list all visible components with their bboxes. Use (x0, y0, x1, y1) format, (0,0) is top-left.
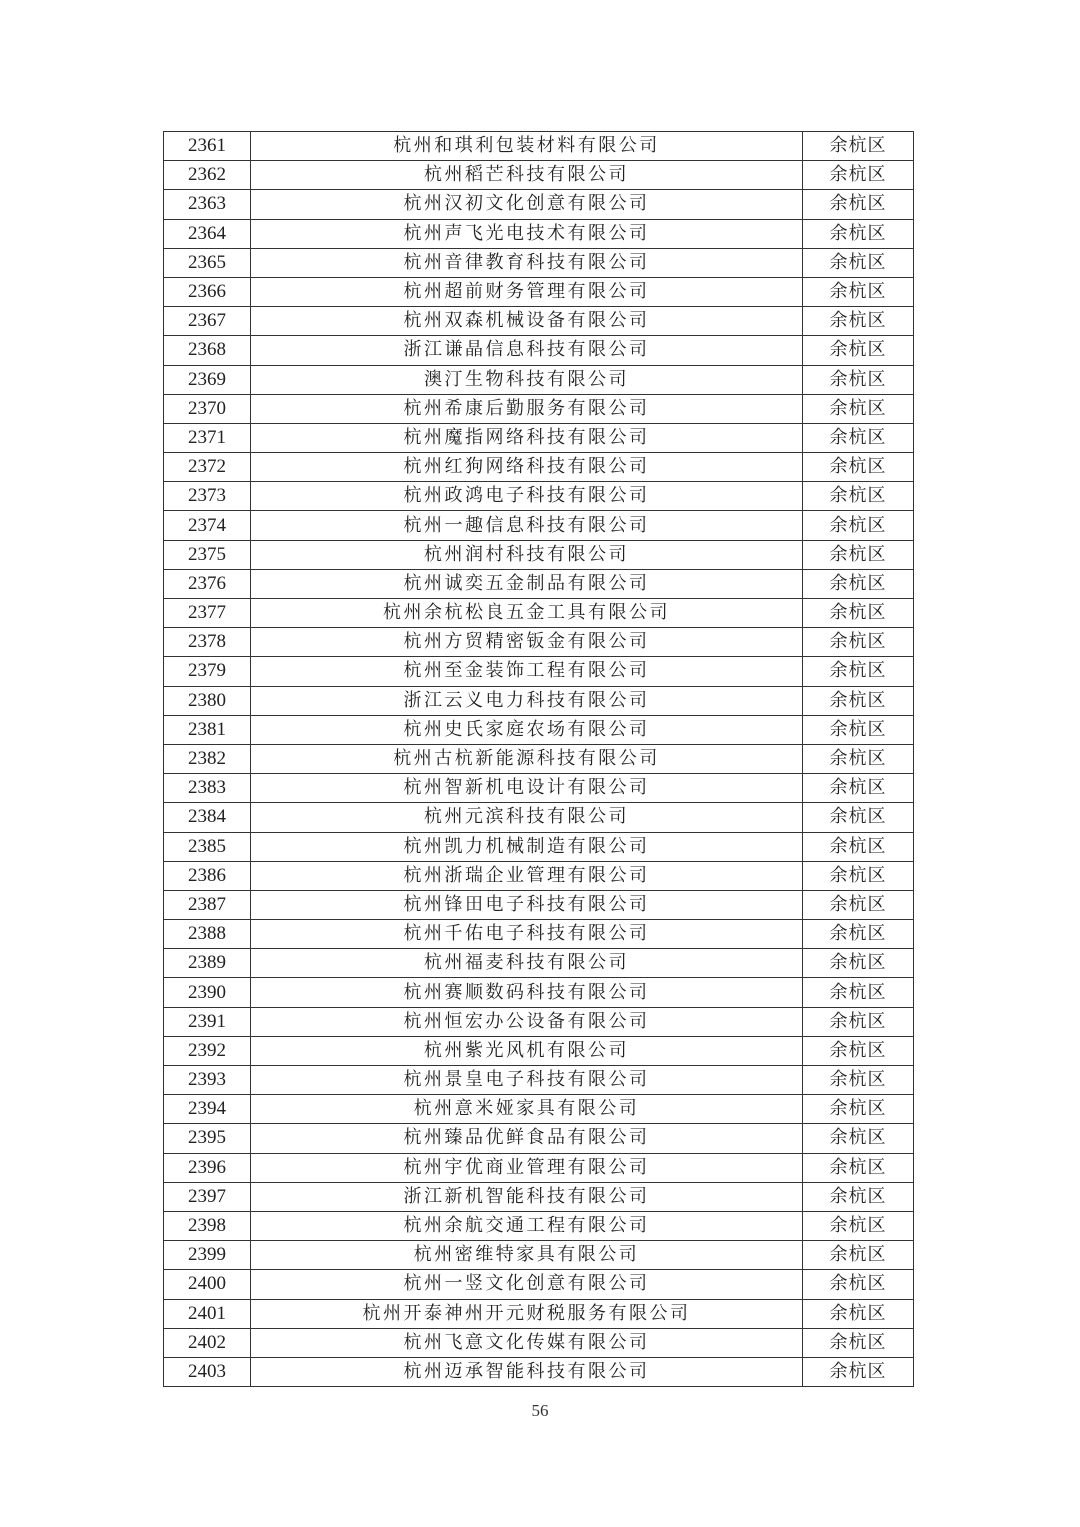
table-row (164, 540, 914, 569)
district-cell: 余杭区 (803, 832, 914, 861)
company-name-cell: 杭州余航交通工程有限公司 (251, 1211, 803, 1240)
company-name-cell: 杭州和琪利包装材料有限公司 (251, 132, 803, 161)
table-row (164, 1299, 914, 1328)
row-number-cell: 2380 (164, 686, 251, 715)
table-row (164, 1357, 914, 1386)
district-cell: 余杭区 (803, 1299, 914, 1328)
company-name-cell: 杭州古杭新能源科技有限公司 (251, 744, 803, 773)
district-cell: 余杭区 (803, 861, 914, 890)
table-row (164, 1241, 914, 1270)
row-number-cell: 2362 (164, 161, 251, 190)
table-row (164, 861, 914, 890)
district-cell: 余杭区 (803, 248, 914, 277)
district-cell: 余杭区 (803, 569, 914, 598)
table-row (164, 482, 914, 511)
row-number-cell: 2402 (164, 1328, 251, 1357)
table-row (164, 1211, 914, 1240)
row-number-cell: 2383 (164, 774, 251, 803)
row-number-cell: 2363 (164, 190, 251, 219)
company-list-table (163, 131, 914, 1387)
table-row (164, 890, 914, 919)
company-name-cell: 杭州福麦科技有限公司 (251, 949, 803, 978)
company-name-cell: 杭州赛顺数码科技有限公司 (251, 978, 803, 1007)
company-name-cell: 杭州余杭松良五金工具有限公司 (251, 599, 803, 628)
company-name-cell: 杭州飞意文化传媒有限公司 (251, 1328, 803, 1357)
table-row (164, 307, 914, 336)
district-cell: 余杭区 (803, 1095, 914, 1124)
table-row (164, 161, 914, 190)
row-number-cell: 2400 (164, 1270, 251, 1299)
district-cell: 余杭区 (803, 511, 914, 540)
company-name-cell: 杭州诚奕五金制品有限公司 (251, 569, 803, 598)
district-cell: 余杭区 (803, 1270, 914, 1299)
district-cell: 余杭区 (803, 1211, 914, 1240)
district-cell: 余杭区 (803, 890, 914, 919)
company-name-cell: 澳汀生物科技有限公司 (251, 365, 803, 394)
district-cell: 余杭区 (803, 190, 914, 219)
company-list-table-body (164, 132, 914, 1387)
table-row (164, 628, 914, 657)
table-row (164, 190, 914, 219)
table-row (164, 1328, 914, 1357)
row-number-cell: 2394 (164, 1095, 251, 1124)
row-number-cell: 2382 (164, 744, 251, 773)
district-cell: 余杭区 (803, 1153, 914, 1182)
row-number-cell: 2397 (164, 1182, 251, 1211)
company-name-cell: 浙江云义电力科技有限公司 (251, 686, 803, 715)
company-name-cell: 杭州音律教育科技有限公司 (251, 248, 803, 277)
company-name-cell: 杭州锋田电子科技有限公司 (251, 890, 803, 919)
row-number-cell: 2388 (164, 920, 251, 949)
row-number-cell: 2373 (164, 482, 251, 511)
row-number-cell: 2364 (164, 219, 251, 248)
table-row (164, 365, 914, 394)
row-number-cell: 2371 (164, 423, 251, 452)
district-cell: 余杭区 (803, 423, 914, 452)
row-number-cell: 2393 (164, 1066, 251, 1095)
district-cell: 余杭区 (803, 1241, 914, 1270)
table-row (164, 1153, 914, 1182)
company-name-cell: 杭州开泰神州开元财税服务有限公司 (251, 1299, 803, 1328)
company-name-cell: 杭州浙瑞企业管理有限公司 (251, 861, 803, 890)
company-name-cell: 杭州声飞光电技术有限公司 (251, 219, 803, 248)
table-row (164, 1066, 914, 1095)
district-cell: 余杭区 (803, 1182, 914, 1211)
table-row (164, 832, 914, 861)
company-name-cell: 杭州魔指网络科技有限公司 (251, 423, 803, 452)
table-row (164, 657, 914, 686)
company-name-cell: 杭州超前财务管理有限公司 (251, 277, 803, 306)
table-row (164, 1095, 914, 1124)
table-row (164, 920, 914, 949)
district-cell: 余杭区 (803, 1124, 914, 1153)
district-cell: 余杭区 (803, 132, 914, 161)
table-row (164, 248, 914, 277)
row-number-cell: 2391 (164, 1007, 251, 1036)
district-cell: 余杭区 (803, 628, 914, 657)
district-cell: 余杭区 (803, 715, 914, 744)
company-name-cell: 杭州政鸿电子科技有限公司 (251, 482, 803, 511)
company-name-cell: 杭州密维特家具有限公司 (251, 1241, 803, 1270)
table-row (164, 453, 914, 482)
row-number-cell: 2392 (164, 1036, 251, 1065)
district-cell: 余杭区 (803, 686, 914, 715)
district-cell: 余杭区 (803, 949, 914, 978)
page-number: 56 (531, 1401, 549, 1420)
company-name-cell: 杭州至金装饰工程有限公司 (251, 657, 803, 686)
table-row (164, 599, 914, 628)
company-name-cell: 杭州红狗网络科技有限公司 (251, 453, 803, 482)
row-number-cell: 2366 (164, 277, 251, 306)
row-number-cell: 2375 (164, 540, 251, 569)
row-number-cell: 2381 (164, 715, 251, 744)
district-cell: 余杭区 (803, 307, 914, 336)
company-name-cell: 杭州一趣信息科技有限公司 (251, 511, 803, 540)
table-row (164, 1124, 914, 1153)
district-cell: 余杭区 (803, 482, 914, 511)
district-cell: 余杭区 (803, 1066, 914, 1095)
row-number-cell: 2369 (164, 365, 251, 394)
district-cell: 余杭区 (803, 978, 914, 1007)
district-cell: 余杭区 (803, 803, 914, 832)
table-row (164, 511, 914, 540)
company-name-cell: 杭州紫光风机有限公司 (251, 1036, 803, 1065)
company-name-cell: 杭州元滨科技有限公司 (251, 803, 803, 832)
table-row (164, 949, 914, 978)
district-cell: 余杭区 (803, 1328, 914, 1357)
district-cell: 余杭区 (803, 599, 914, 628)
row-number-cell: 2368 (164, 336, 251, 365)
company-name-cell: 杭州一竖文化创意有限公司 (251, 1270, 803, 1299)
table-row (164, 774, 914, 803)
table-row (164, 803, 914, 832)
company-name-cell: 杭州稻芒科技有限公司 (251, 161, 803, 190)
table-row (164, 569, 914, 598)
district-cell: 余杭区 (803, 453, 914, 482)
company-name-cell: 杭州希康后勤服务有限公司 (251, 394, 803, 423)
district-cell: 余杭区 (803, 774, 914, 803)
company-name-cell: 杭州史氏家庭农场有限公司 (251, 715, 803, 744)
district-cell: 余杭区 (803, 744, 914, 773)
row-number-cell: 2395 (164, 1124, 251, 1153)
company-name-cell: 杭州恒宏办公设备有限公司 (251, 1007, 803, 1036)
table-row (164, 219, 914, 248)
row-number-cell: 2403 (164, 1357, 251, 1386)
district-cell: 余杭区 (803, 219, 914, 248)
row-number-cell: 2378 (164, 628, 251, 657)
company-name-cell: 杭州润村科技有限公司 (251, 540, 803, 569)
table-row (164, 715, 914, 744)
district-cell: 余杭区 (803, 1007, 914, 1036)
row-number-cell: 2367 (164, 307, 251, 336)
table-row (164, 686, 914, 715)
company-name-cell: 杭州意米娅家具有限公司 (251, 1095, 803, 1124)
company-name-cell: 杭州宇优商业管理有限公司 (251, 1153, 803, 1182)
row-number-cell: 2379 (164, 657, 251, 686)
company-name-cell: 杭州凯力机械制造有限公司 (251, 832, 803, 861)
row-number-cell: 2398 (164, 1211, 251, 1240)
district-cell: 余杭区 (803, 920, 914, 949)
table-row (164, 132, 914, 161)
company-name-cell: 杭州方贸精密钣金有限公司 (251, 628, 803, 657)
table-row (164, 423, 914, 452)
row-number-cell: 2384 (164, 803, 251, 832)
table-row (164, 1007, 914, 1036)
table-row (164, 978, 914, 1007)
table-row (164, 744, 914, 773)
district-cell: 余杭区 (803, 1357, 914, 1386)
district-cell: 余杭区 (803, 277, 914, 306)
row-number-cell: 2372 (164, 453, 251, 482)
row-number-cell: 2365 (164, 248, 251, 277)
district-cell: 余杭区 (803, 336, 914, 365)
table-row (164, 1182, 914, 1211)
row-number-cell: 2385 (164, 832, 251, 861)
company-name-cell: 杭州景皇电子科技有限公司 (251, 1066, 803, 1095)
company-name-cell: 杭州迈承智能科技有限公司 (251, 1357, 803, 1386)
company-name-cell: 杭州千佑电子科技有限公司 (251, 920, 803, 949)
company-name-cell: 杭州双森机械设备有限公司 (251, 307, 803, 336)
company-name-cell: 浙江新机智能科技有限公司 (251, 1182, 803, 1211)
row-number-cell: 2361 (164, 132, 251, 161)
row-number-cell: 2386 (164, 861, 251, 890)
district-cell: 余杭区 (803, 657, 914, 686)
row-number-cell: 2370 (164, 394, 251, 423)
table-row (164, 336, 914, 365)
district-cell: 余杭区 (803, 161, 914, 190)
company-name-cell: 杭州臻品优鲜食品有限公司 (251, 1124, 803, 1153)
company-name-cell: 杭州汉初文化创意有限公司 (251, 190, 803, 219)
row-number-cell: 2387 (164, 890, 251, 919)
row-number-cell: 2396 (164, 1153, 251, 1182)
table-row (164, 1036, 914, 1065)
row-number-cell: 2377 (164, 599, 251, 628)
row-number-cell: 2374 (164, 511, 251, 540)
row-number-cell: 2389 (164, 949, 251, 978)
row-number-cell: 2399 (164, 1241, 251, 1270)
district-cell: 余杭区 (803, 1036, 914, 1065)
district-cell: 余杭区 (803, 540, 914, 569)
table-row (164, 277, 914, 306)
company-list-table-container (163, 131, 912, 1387)
district-cell: 余杭区 (803, 394, 914, 423)
district-cell: 余杭区 (803, 365, 914, 394)
row-number-cell: 2390 (164, 978, 251, 1007)
company-name-cell: 浙江谦晶信息科技有限公司 (251, 336, 803, 365)
row-number-cell: 2401 (164, 1299, 251, 1328)
table-row (164, 1270, 914, 1299)
company-name-cell: 杭州智新机电设计有限公司 (251, 774, 803, 803)
row-number-cell: 2376 (164, 569, 251, 598)
table-row (164, 394, 914, 423)
